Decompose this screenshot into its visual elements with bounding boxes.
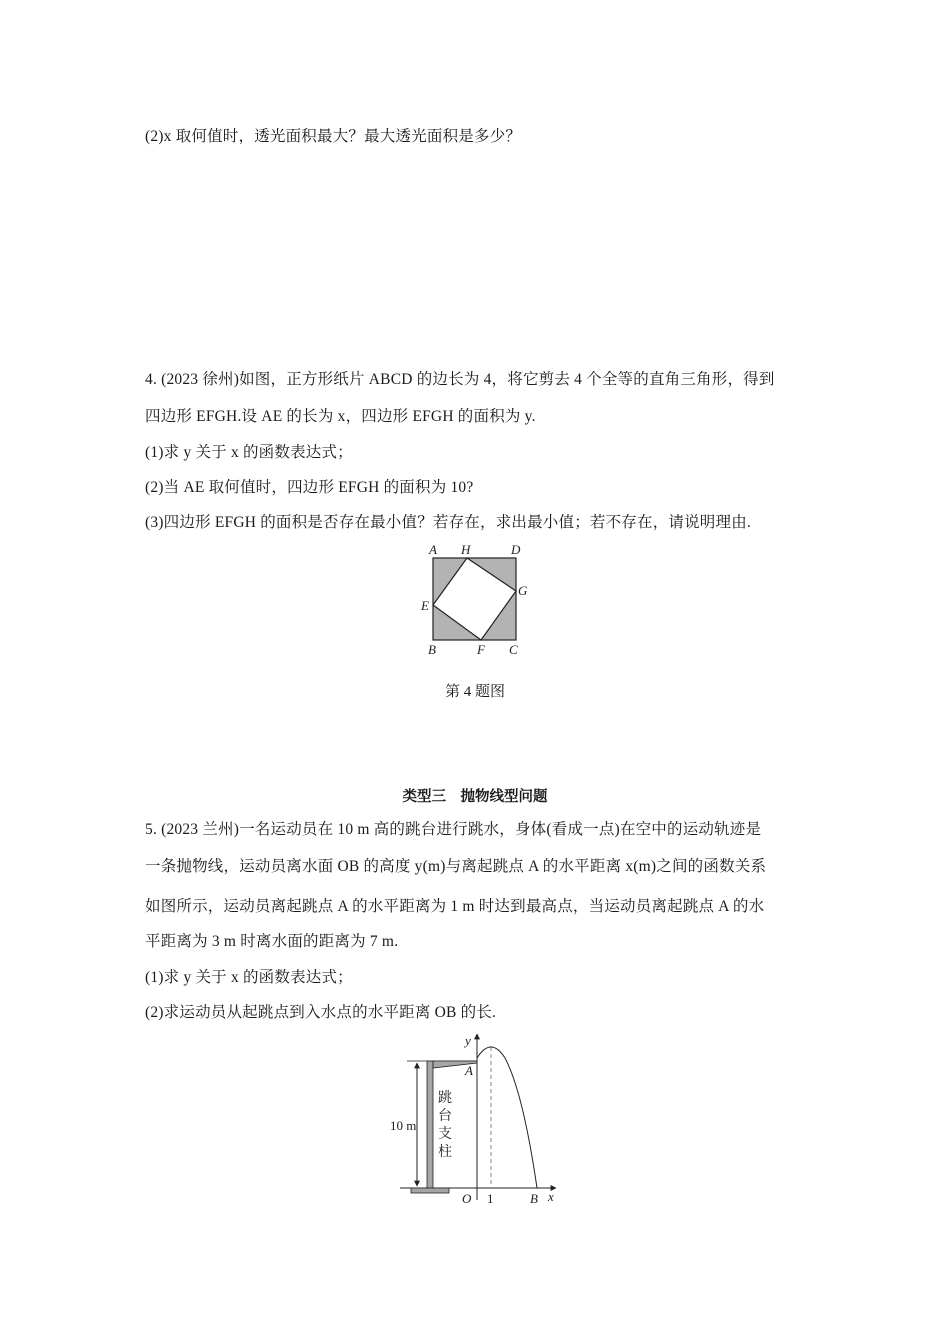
label-b: B [428,642,436,657]
parabola-trajectory [477,1047,537,1188]
q4-square-figure [410,538,540,663]
label-g: G [518,583,528,598]
support-base [411,1188,449,1193]
q5-stem-line2: 一条抛物线，运动员离水面 OB 的高度 y(m)与离起跳点 A 的水平距离 x(m)之间的函数关系 [145,858,767,875]
support-label-char3: 支 [438,1127,452,1142]
q5-stem-line3: 如图所示，运动员离起跳点 A 的水平距离为 1 m 时达到最高点，当运动员离起跳点 A 的水 [145,898,765,915]
support-label-char4: 柱 [438,1145,452,1160]
tick-1-label: 1 [487,1191,494,1206]
origin-label: O [462,1191,472,1206]
height-label: 10 m [390,1118,417,1133]
label-c: C [509,642,518,657]
label-d: D [511,542,521,557]
q4-stem-line2: 四边形 EFGH.设 AE 的长为 x，四边形 EFGH 的面积为 y. [145,408,536,425]
support-label-char2: 台 [438,1109,452,1124]
q5-part2: (2)求运动员从起跳点到入水点的水平距离 OB 的长. [145,1004,497,1021]
label-a: A [429,542,437,557]
q4-stem-line1: 4. (2023 徐州)如图，正方形纸片 ABCD 的边长为 4，将它剪去 4 个全等的直角三角形，得到 [145,371,775,388]
q5-stem-line1: 5. (2023 兰州)一名运动员在 10 m 高的跳台进行跳水，身体(看成一点)在空中的运动轨迹是 [145,821,762,838]
x-axis-label: x [548,1189,554,1204]
label-f: F [477,642,485,657]
label-e: E [421,598,429,613]
q5-part1: (1)求 y 关于 x 的函数表达式； [145,969,353,986]
q5-stem-line4: 平距离为 3 m 时离水面的距离为 7 m. [145,933,399,950]
q3-part2: (2)x 取何值时，透光面积最大？最大透光面积是多少？ [145,128,522,145]
point-b-label: B [530,1191,538,1206]
section-heading: 类型三 抛物线型问题 [402,789,548,805]
q4-part1: (1)求 y 关于 x 的函数表达式； [145,444,353,461]
y-axis-label: y [465,1033,471,1048]
q5-diving-figure [380,1025,570,1210]
label-h: H [461,542,471,557]
q4-part3: (3)四边形 EFGH 的面积是否存在最小值？若存在，求出最小值；若不存在，请说明理由. [145,514,751,531]
q4-part2: (2)当 AE 取何值时，四边形 EFGH 的面积为 10? [145,479,474,496]
support-column [427,1061,433,1188]
q4-figure-caption: 第 4 题图 [444,684,505,700]
support-label-char1: 跳 [438,1091,452,1106]
point-a-label: A [465,1063,473,1078]
